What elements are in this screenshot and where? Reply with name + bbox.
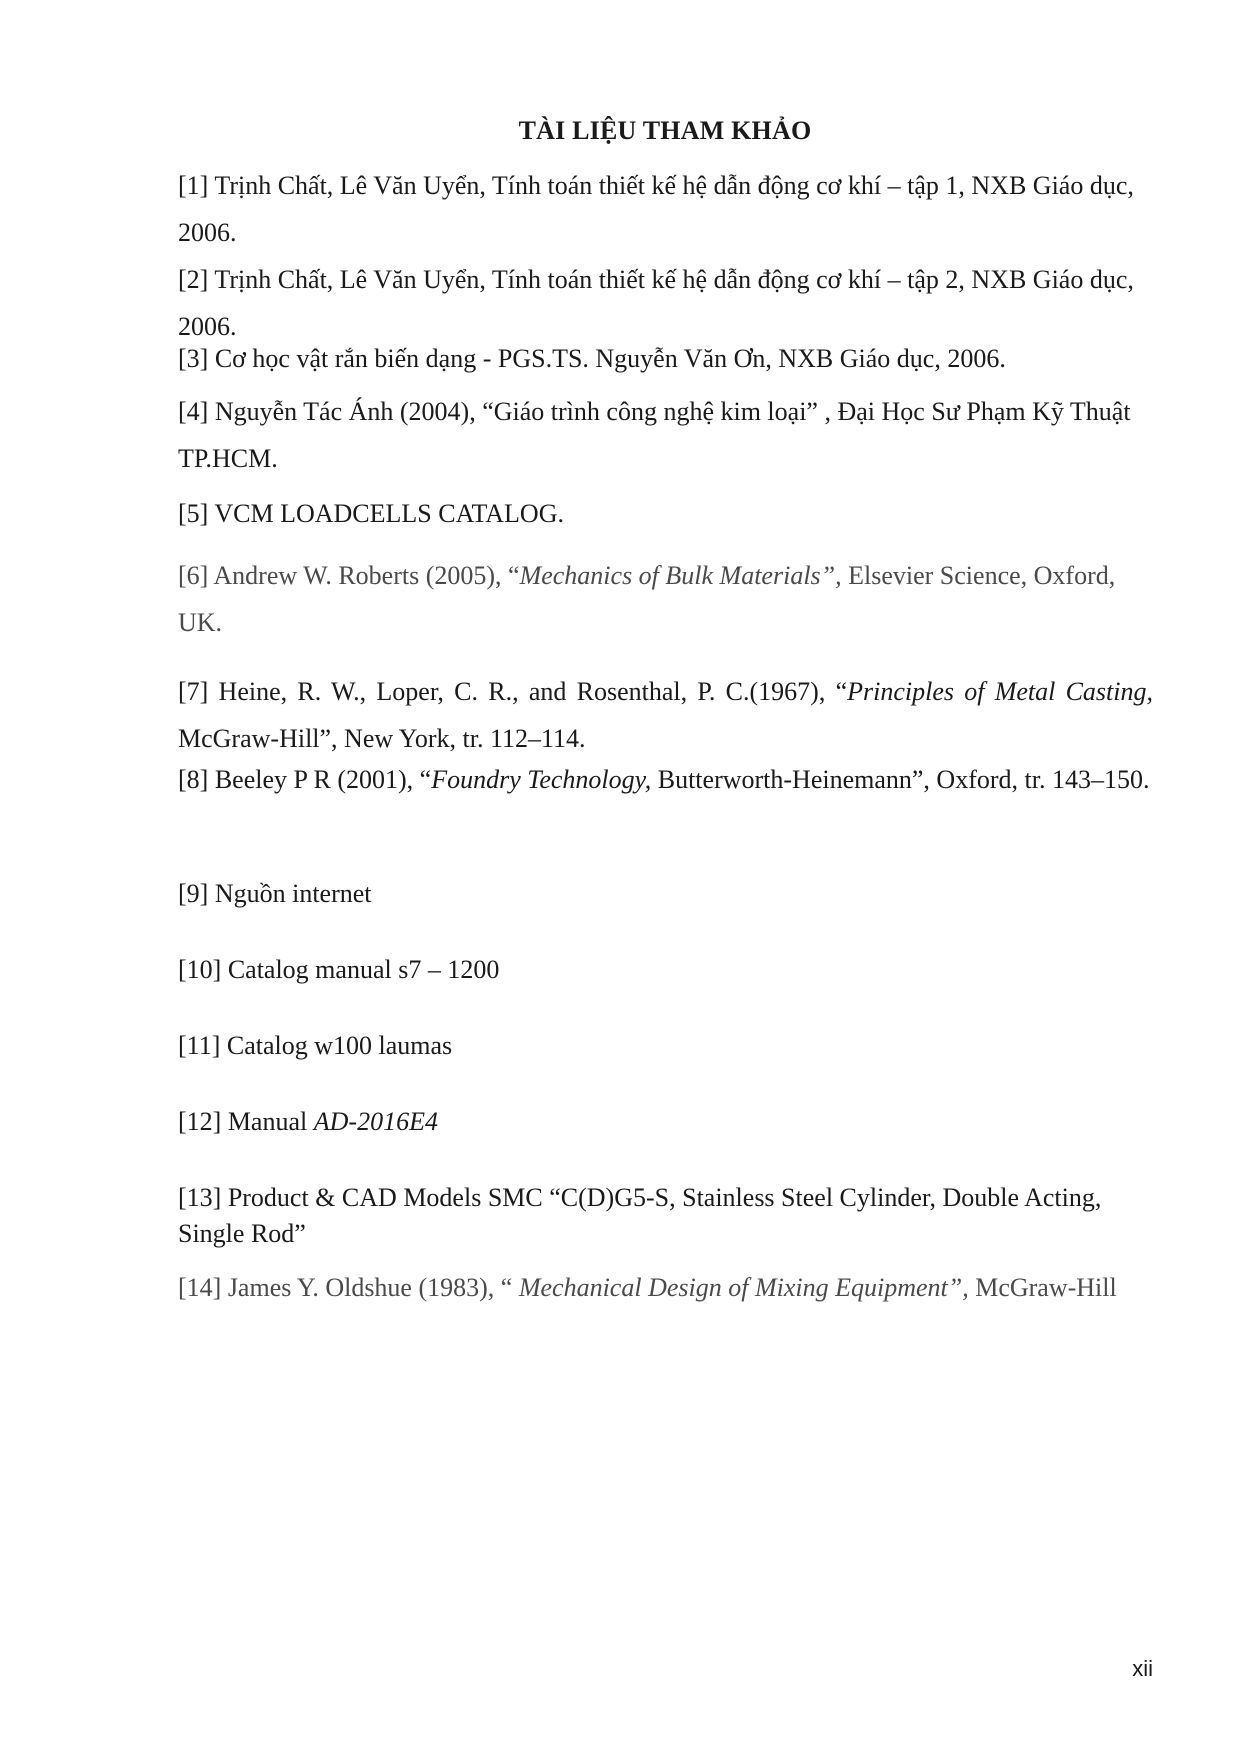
reference-suffix: McGraw-Hill: [968, 1273, 1117, 1302]
reference-item: [178, 756, 1153, 803]
page-title: TÀI LIỆU THAM KHẢO: [518, 116, 812, 145]
reference-italic-title: Mechanics of Bulk Materials”,: [519, 561, 842, 590]
reference-item: [5] VCM LOADCELLS CATALOG.: [178, 499, 564, 528]
reference-item: [1] Trịnh Chất, Lê Văn Uyển, Tính toán thiết kế hệ dẫn động cơ khí – tập 1, NXB Giáo dục, 2006.: [178, 171, 1134, 247]
reference-suffix: McGraw-Hill”, New York, tr. 112–114.: [178, 724, 586, 753]
reference-item: [2] Trịnh Chất, Lê Văn Uyển, Tính toán thiết kế hệ dẫn động cơ khí – tập 2, NXB Giáo dục, 2006.: [178, 265, 1134, 341]
reference-item: [10] Catalog manual s7 – 1200: [178, 955, 500, 984]
reference-item: [178, 668, 1153, 762]
reference-item: [4] Nguyễn Tác Ánh (2004), “Giáo trình công nghệ kim loại” , Đại Học Sư Phạm Kỹ Thuật TP.HCM.: [178, 397, 1131, 473]
reference-item: [178, 1098, 1153, 1145]
reference-item: [3] Cơ học vật rắn biến dạng - PGS.TS. Nguyễn Văn Ơn, NXB Giáo dục, 2006.: [178, 344, 1006, 373]
reference-prefix: [12] Manual: [178, 1107, 314, 1136]
reference-italic-title: AD-2016E4: [313, 1107, 438, 1136]
reference-item: [11] Catalog w100 laumas: [178, 1031, 453, 1060]
reference-italic-title: Principles of Metal Casting,: [847, 677, 1153, 706]
reference-item: [13] Product & CAD Models SMC “C(D)G5-S, Stainless Steel Cylinder, Double Acting, Single Rod”: [178, 1183, 1102, 1248]
reference-suffix: Elsevier Science, Oxford, UK.: [178, 561, 1116, 637]
reference-prefix: [6] Andrew W. Roberts (2005), “: [178, 561, 520, 590]
reference-suffix: Butterworth-Heinemann”, Oxford, tr. 143–150.: [651, 765, 1150, 794]
reference-item: [178, 552, 1153, 646]
reference-prefix: [8] Beeley P R (2001), “: [178, 765, 432, 794]
reference-prefix: [7] Heine, R. W., Loper, C. R., and Rosenthal, P. C.(1967), “: [178, 677, 848, 706]
reference-italic-title: Mechanical Design of Mixing Equipment”,: [518, 1273, 969, 1302]
reference-italic-title: Foundry Technology,: [431, 765, 652, 794]
reference-prefix: [14] James Y. Oldshue (1983), “: [178, 1273, 519, 1302]
reference-item: [178, 1264, 1153, 1311]
page-number: xii: [1132, 1656, 1153, 1681]
reference-item: [9] Nguồn internet: [178, 879, 372, 908]
